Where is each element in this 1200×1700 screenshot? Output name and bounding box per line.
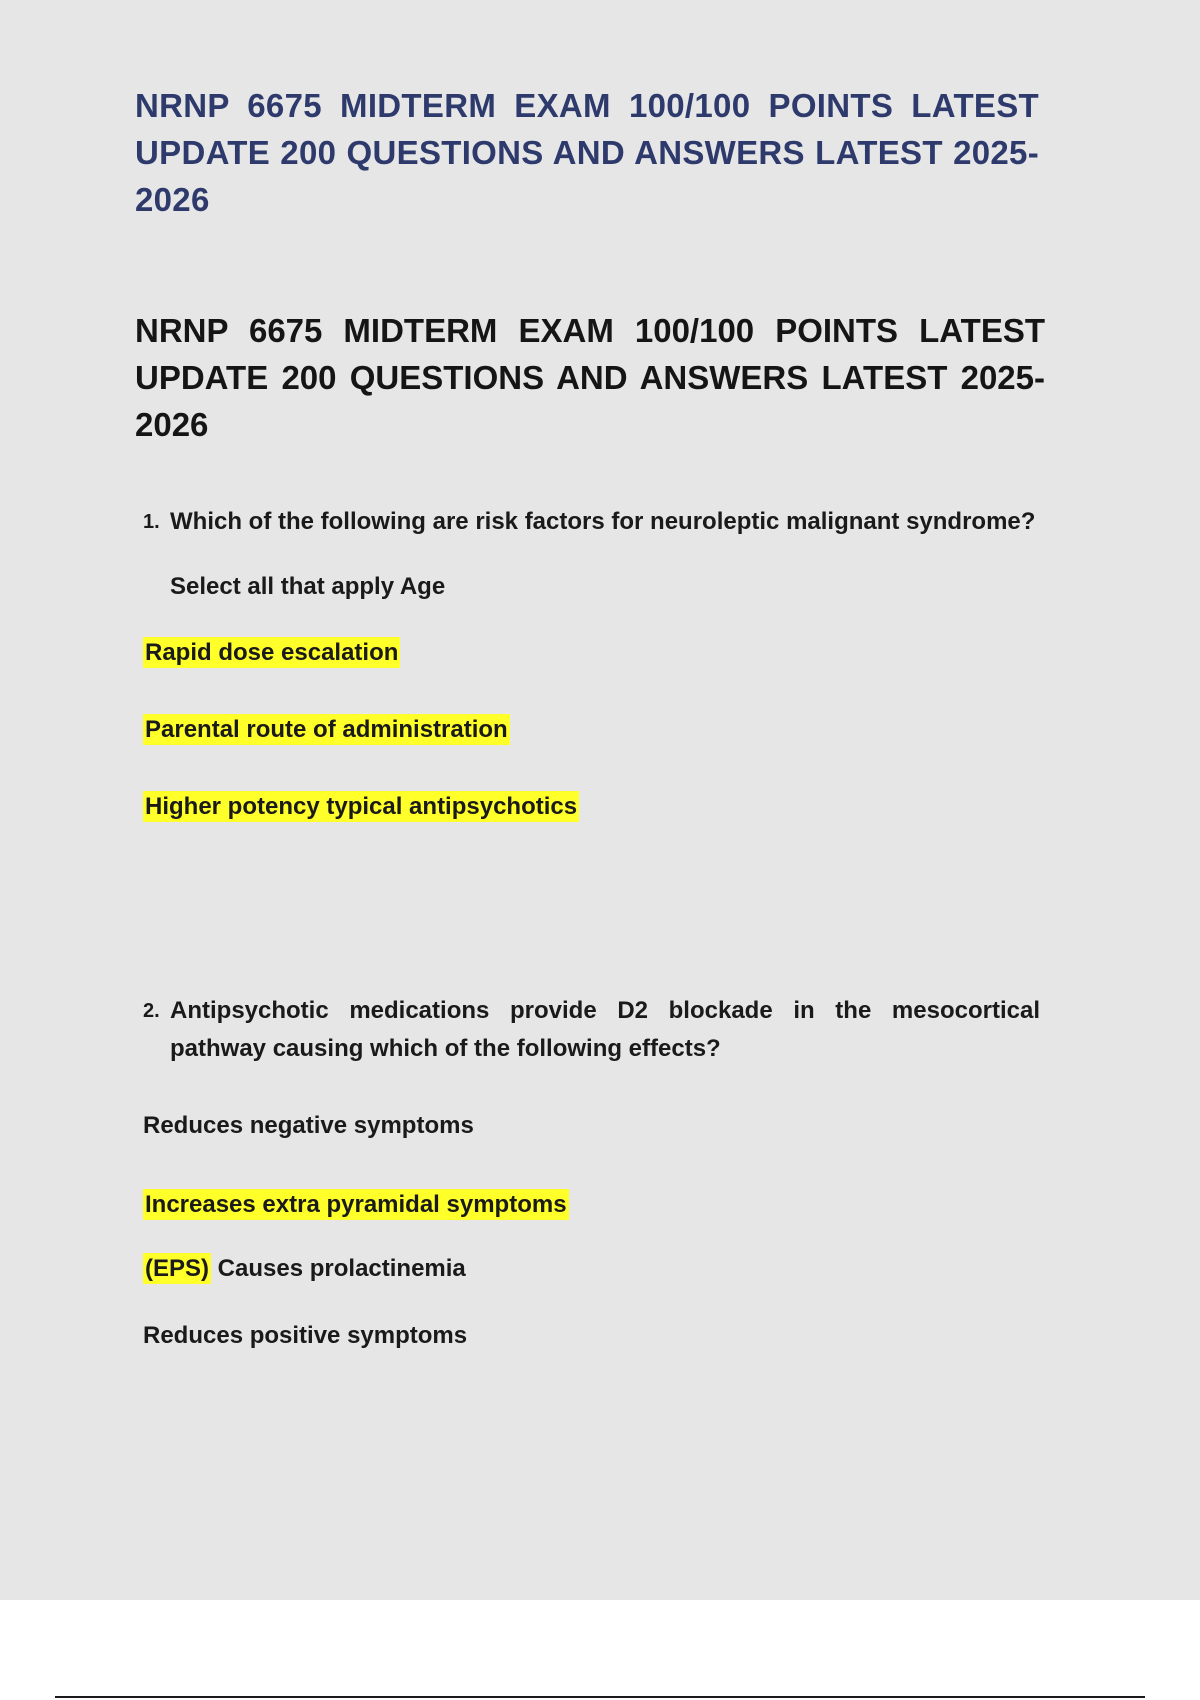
highlighted-answer: Rapid dose escalation [145,639,399,666]
answer-text: Reduces positive symptoms [143,1322,468,1349]
answer-option [143,1108,474,1144]
answer-option [143,1187,569,1223]
answer-text: Reduces negative symptoms [143,1112,474,1139]
question-subtext: Select all that apply Age [170,573,446,600]
answer-option [143,635,400,671]
question-number: 2. [143,1000,160,1022]
highlighted-answer: (EPS) [145,1255,210,1282]
question-text: Antipsychotic medications provide D2 blockade in the mesocortical pathway causing which of the following effects? [170,997,1040,1062]
highlighted-answer: Increases extra pyramidal symptoms [145,1191,567,1218]
question-text: Which of the following are risk factors for neuroleptic malignant syndrome? [170,508,1036,535]
answer-option [143,1318,467,1354]
answer-option [143,1251,466,1287]
answer-text: Causes prolactinemia [211,1255,466,1282]
header-title: NRNP 6675 MIDTERM EXAM 100/100 POINTS LATEST UPDATE 200 QUESTIONS AND ANSWERS LATEST 2025-2026 [135,87,1039,218]
answer-option [143,789,579,825]
footer-divider [55,1696,1145,1698]
highlighted-answer: Higher potency typical antipsychotics [145,793,578,820]
answer-option [143,712,510,748]
document-title: NRNP 6675 MIDTERM EXAM 100/100 POINTS LATEST UPDATE 200 QUESTIONS AND ANSWERS LATEST 2025-2026 [135,312,1045,443]
question-number: 1. [143,511,160,533]
highlighted-answer: Parental route of administration [145,716,508,743]
